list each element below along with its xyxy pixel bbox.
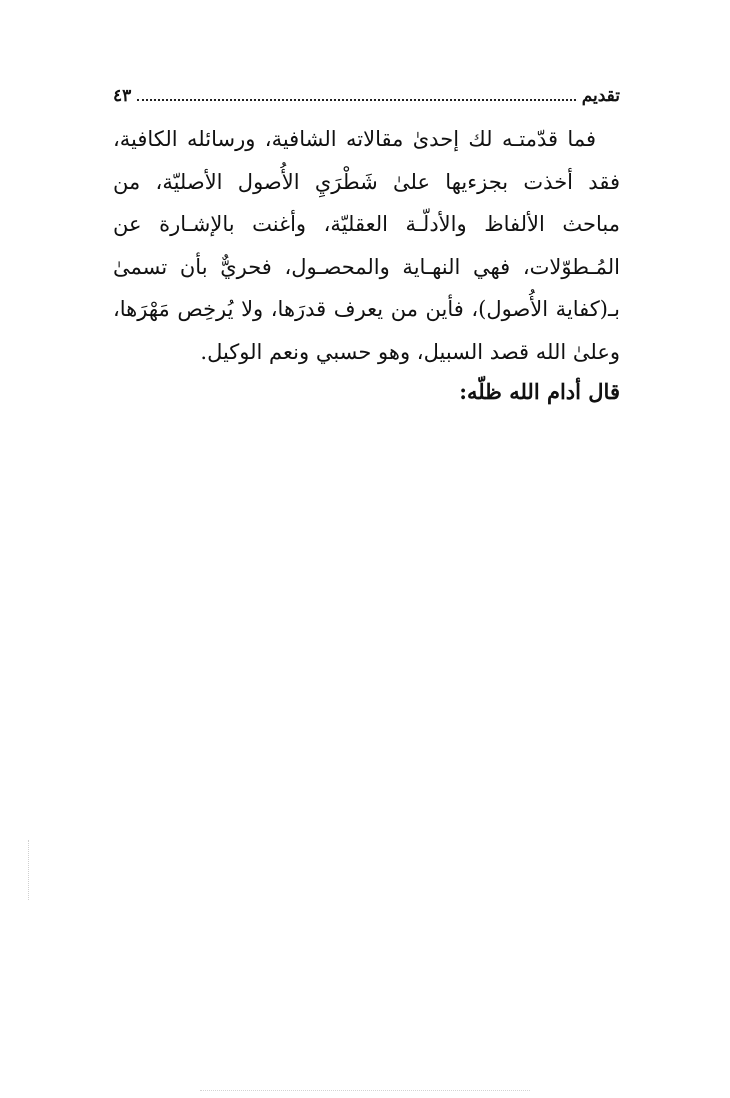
page-number: ٤٣ [113,86,132,106]
scan-bottom-artifact [200,1090,530,1091]
body-paragraph: فما قدّمتـه لك إحدىٰ مقالاته الشافية، ورسائله الكافية، فقد أخذت بجزءيها علىٰ شَطْرَيِ الأُصول الأصليّة، من مباحث الألفاظ والأدلّـة العقليّة، وأغنت بالإشـارة عن المُـطوّلات، فهي النهـاية والمحصـول، فحريٌّ بأن تسمىٰ بـ(كفاية الأُصول)، فأين من يعرف قدرَها، ولا يُرخِص مَهْرَها، وعلىٰ الله قصد السبيل، وهو حسبي ونعم الوكيل. [113,127,620,364]
running-head [113,84,620,108]
scan-artifact [28,840,30,900]
main-text [113,118,620,373]
chapter-title: تقديم [581,86,620,106]
closing-line: قال أدام الله ظلّه: [459,379,620,404]
leader-dots [137,99,575,101]
